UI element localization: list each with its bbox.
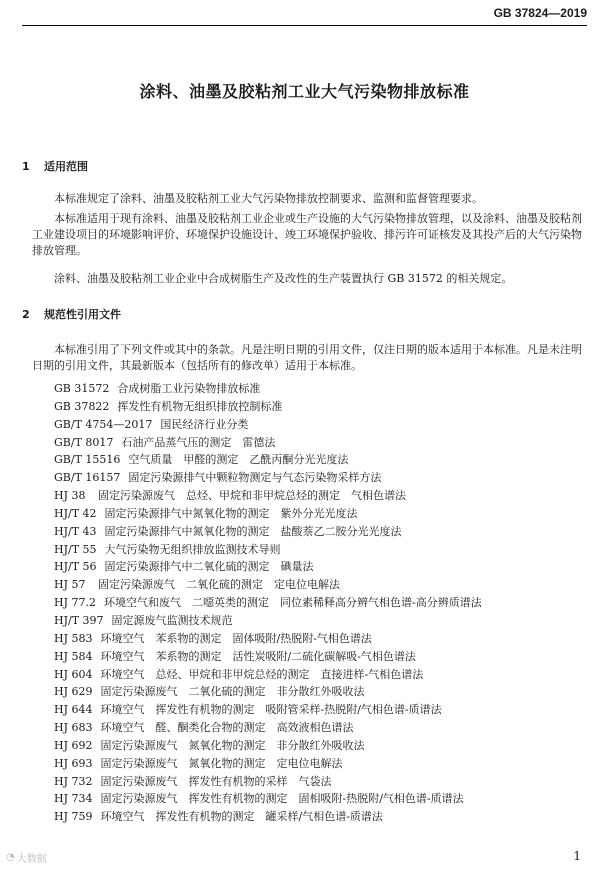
reference-title: 合成树脂工业污染物排放标准 [117,382,261,395]
reference-code: HJ 583 [54,631,93,645]
section-1-paragraph: 本标准规定了涂料、油墨及胶粘剂工业大气污染物排放控制要求、监测和监督管理要求。 [54,192,483,205]
reference-item [54,737,482,755]
reference-title: 固定污染源废气 二氧化硫的测定 定电位电解法 [98,578,340,592]
reference-code: HJ/T 43 [54,524,97,538]
reference-title: 固定污染源废气 氮氧化物的测定 定电位电解法 [100,756,343,770]
reference-item [54,719,482,737]
reference-item [54,523,482,541]
reference-code: HJ 38 [54,489,86,503]
reference-title: 环境空气 挥发性有机物的测定 吸附管采样-热脱附/气相色谱-质谱法 [100,703,442,717]
header-rule [22,25,587,26]
section-2-title: 规范性引用文件 [44,308,121,321]
weibo-logo-icon: ◔ [6,852,15,863]
reference-item [54,808,482,826]
reference-code: HJ/T 56 [54,560,97,574]
reference-item [54,612,482,630]
reference-item [54,558,482,576]
reference-code: GB/T 16157 [54,471,121,485]
reference-title: 固定污染源排气中氮氧化物的测定 紫外分光光度法 [104,506,358,520]
reference-code: HJ 644 [54,703,93,717]
reference-item [54,505,482,523]
reference-code: HJ 77.2 [54,596,96,610]
section-2-intro: 本标准引用了下列文件或其中的条款。凡是注明日期的引用文件，仅注日期的版本适用于本标准。凡是未注明日期的引用文件，其最新版本（包括所有的修改单）适用于本标准。 [32,343,582,372]
reference-title: 挥发性有机物无组织排放控制标准 [117,399,283,413]
reference-code: GB/T 4754—2017 [54,417,153,431]
reference-item [54,451,482,469]
section-1-title: 适用范围 [44,160,88,173]
reference-title: 环境空气 挥发性有机物的测定 罐采样/气相色谱-质谱法 [100,810,383,824]
watermark [6,850,47,865]
reference-code: HJ 693 [54,756,93,770]
reference-title: 固定污染源排气中二氧化硫的测定 碘量法 [104,560,314,574]
section-2-heading [22,306,121,322]
reference-code: HJ 734 [54,792,93,806]
reference-code: GB 37822 [54,399,110,413]
reference-item [54,541,482,559]
reference-item [54,701,482,719]
reference-item [54,469,482,487]
reference-item [54,630,482,648]
reference-title: 固定污染源废气 二氧化硫的测定 非分散红外吸收法 [100,685,365,699]
section-1-paragraph: 本标准适用于现有涂料、油墨及胶粘剂工业企业或生产设施的大气污染物排放管理，以及涂料、油墨及胶粘剂工业建设项目的环境影响评价、环境保护设施设计、竣工环境保护验收、排污许可证核发及其投产后的大气污染物排放管理。 [32,212,582,257]
reference-title: 环境空气 醛、酮类化合物的测定 高效液相色谱法 [100,721,354,735]
reference-title: 环境空气 苯系物的测定 固体吸附/热脱附-气相色谱法 [100,631,372,645]
reference-item [54,683,482,701]
reference-title: 固定污染源废气 挥发性有机物的采样 气袋法 [100,774,332,788]
reference-title: 空气质量 甲醛的测定 乙酰丙酮分光光度法 [128,453,349,467]
reference-code: HJ 584 [54,649,93,663]
watermark-text: 大数据 [16,854,47,865]
reference-code: GB 31572 [54,382,110,395]
reference-title: 环境空气 总烃、甲烷和非甲烷总烃的测定 直接进样-气相色谱法 [100,667,424,681]
document-title: 涂料、油墨及胶粘剂工业大气污染物排放标准 [139,82,470,101]
reference-title: 固定污染源废气 氮氧化物的测定 非分散红外吸收法 [100,738,365,752]
reference-code: HJ 629 [54,685,93,699]
reference-item [54,434,482,452]
reference-title: 环境空气 苯系物的测定 活性炭吸附/二硫化碳解吸-气相色谱法 [100,649,416,663]
reference-item [54,790,482,808]
reference-code: HJ 732 [54,774,93,788]
reference-title: 固定污染源排气中氮氧化物的测定 盐酸萘乙二胺分光光度法 [104,524,402,538]
reference-item [54,487,482,505]
standard-code: GB 37824—2019 [493,6,587,20]
reference-title: 固定污染源废气 挥发性有机物的测定 固相吸附-热脱附/气相色谱-质谱法 [100,792,464,806]
reference-item [54,666,482,684]
reference-title: 国民经济行业分类 [160,417,249,431]
reference-title: 大气污染物无组织排放监测技术导则 [104,542,281,556]
reference-item [54,398,482,416]
section-1-heading [22,158,88,174]
reference-item [54,576,482,594]
reference-code: GB/T 15516 [54,453,121,467]
reference-code: HJ/T 42 [54,506,97,520]
reference-title: 固定源废气监测技术规范 [111,613,233,627]
reference-code: HJ/T 397 [54,613,104,627]
section-1-number: 1 [22,160,30,173]
reference-item [54,380,482,398]
reference-title: 石油产品蒸气压的测定 雷德法 [121,435,276,449]
reference-list [54,380,482,826]
reference-item [54,648,482,666]
reference-item [54,755,482,773]
reference-code: GB/T 8017 [54,435,114,449]
reference-title: 固定污染源排气中颗粒物测定与气态污染物采样方法 [128,471,382,485]
reference-item [54,773,482,791]
page-number: 1 [573,849,581,863]
reference-item [54,416,482,434]
reference-code: HJ 57 [54,578,86,592]
reference-code: HJ 692 [54,738,93,752]
section-2-number: 2 [22,308,30,321]
reference-title: 固定污染源废气 总烃、甲烷和非甲烷总烃的测定 气相色谱法 [98,489,406,503]
reference-code: HJ 683 [54,721,93,735]
reference-code: HJ 759 [54,810,93,824]
reference-code: HJ 604 [54,667,93,681]
section-1-paragraph: 涂料、油墨及胶粘剂工业企业中合成树脂生产及改性的生产装置执行 GB 31572 的相关规定。 [54,272,513,285]
reference-code: HJ/T 55 [54,542,97,556]
reference-item [54,594,482,612]
reference-title: 环境空气和废气 二噁英类的测定 同位素稀释高分辨气相色谱-高分辨质谱法 [104,596,482,610]
